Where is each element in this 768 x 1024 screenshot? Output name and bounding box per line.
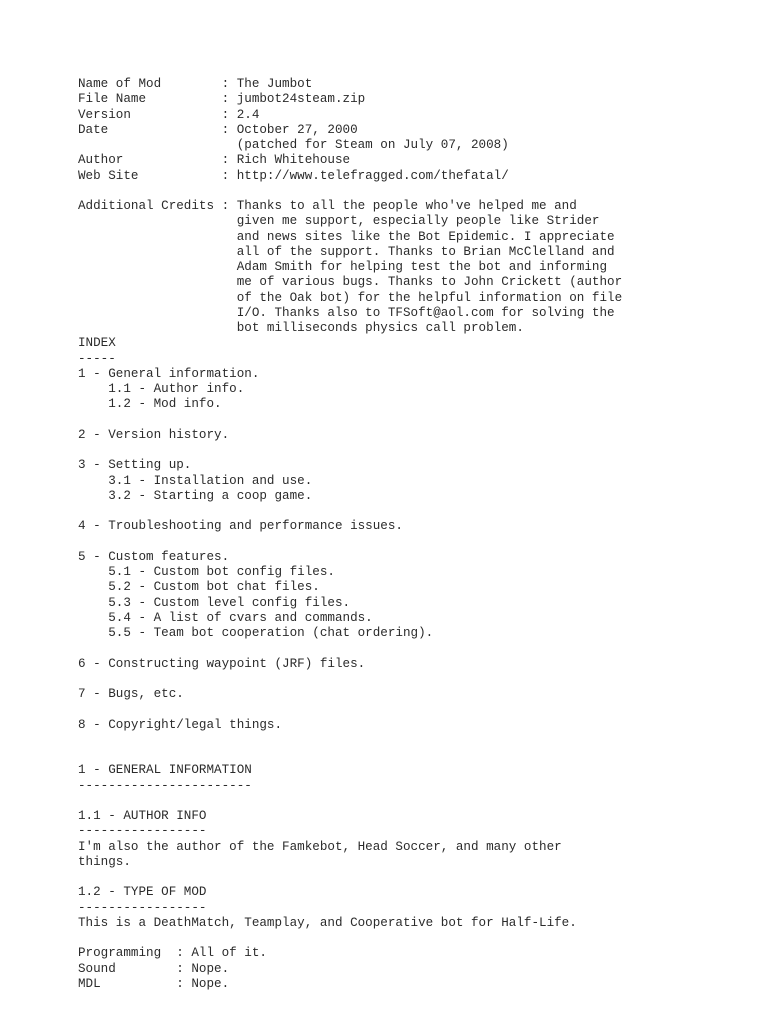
text-line: 1.1 - Author info. — [78, 382, 245, 396]
text-line — [78, 733, 738, 748]
text-line: File Name : jumbot24steam.zip — [78, 92, 366, 107]
text-line: Sound : Nope. — [78, 961, 230, 976]
text-line — [78, 931, 738, 946]
text-line: 5.1 - Custom bot config files. — [78, 565, 335, 579]
text-line: 5.5 - Team bot cooperation (chat ordering). — [78, 626, 434, 640]
text-line — [78, 672, 738, 687]
text-line: Date : October 27, 2000 — [78, 122, 358, 137]
text-line: Additional Credits : Thanks to all the people who've helped me and — [78, 199, 577, 213]
text-line — [78, 748, 738, 763]
text-line: bot milliseconds physics call problem. — [78, 321, 524, 335]
text-line: 4 - Troubleshooting and performance issues. — [78, 519, 403, 534]
text-line: things. — [78, 854, 131, 869]
text-line: This is a DeathMatch, Teamplay, and Cooperative bot for Half-Life. — [78, 915, 577, 930]
text-line: 5 - Custom features. — [78, 549, 230, 564]
text-line: 2 - Version history. — [78, 427, 230, 442]
text-line: 8 - Copyright/legal things. — [78, 717, 283, 732]
document-text — [78, 77, 738, 992]
text-line — [78, 413, 738, 428]
text-line: me of various bugs. Thanks to John Crickett (author — [78, 275, 623, 290]
text-line: 5.4 - A list of cvars and commands. — [78, 610, 373, 625]
text-line: MDL : Nope. — [78, 976, 230, 991]
text-line: 3.2 - Starting a coop game. — [78, 488, 313, 503]
text-line — [78, 535, 738, 550]
text-line: Programming : All of it. — [78, 946, 267, 961]
text-line: all of the support. Thanks to Brian McClelland and — [78, 244, 615, 259]
text-line: ----------------- — [78, 900, 207, 915]
text-line: Author : Rich Whitehouse — [78, 153, 351, 168]
text-line: Name of Mod : The Jumbot — [78, 77, 313, 91]
text-line: 7 - Bugs, etc. — [78, 687, 184, 701]
text-line — [78, 504, 738, 519]
text-line: 1.2 - Mod info. — [78, 397, 222, 412]
text-line — [78, 184, 738, 199]
text-line: of the Oak bot) for the helpful information on file — [78, 290, 623, 305]
text-line: 6 - Constructing waypoint (JRF) files. — [78, 656, 366, 671]
text-line — [78, 702, 738, 717]
text-line — [78, 641, 738, 656]
text-line: 5.2 - Custom bot chat files. — [78, 580, 320, 595]
text-line: 3.1 - Installation and use. — [78, 473, 313, 488]
text-line: INDEX — [78, 336, 116, 351]
text-line — [78, 870, 738, 885]
text-line: 3 - Setting up. — [78, 458, 192, 473]
text-line: ----- — [78, 351, 116, 366]
text-line: Web Site : http://www.telefragged.com/thefatal/ — [78, 168, 509, 183]
text-line: I'm also the author of the Famkebot, Head Soccer, and many other — [78, 839, 562, 854]
text-line: 1.2 - TYPE OF MOD — [78, 885, 207, 900]
text-line: 1 - GENERAL INFORMATION — [78, 763, 252, 778]
text-line: ----------------------- — [78, 778, 252, 793]
text-line: 1.1 - AUTHOR INFO — [78, 809, 207, 823]
text-line: 1 - General information. — [78, 366, 260, 381]
text-line: Adam Smith for helping test the bot and informing — [78, 260, 608, 274]
text-line: given me support, especially people like Strider — [78, 214, 600, 229]
text-line: (patched for Steam on July 07, 2008) — [78, 138, 509, 152]
text-line — [78, 443, 738, 458]
text-line: 5.3 - Custom level config files. — [78, 595, 351, 610]
text-line — [78, 794, 738, 809]
text-line: I/O. Thanks also to TFSoft@aol.com for solving the — [78, 305, 615, 320]
text-line: ----------------- — [78, 824, 207, 839]
text-line: and news sites like the Bot Epidemic. I appreciate — [78, 229, 615, 244]
text-line: Version : 2.4 — [78, 107, 260, 122]
